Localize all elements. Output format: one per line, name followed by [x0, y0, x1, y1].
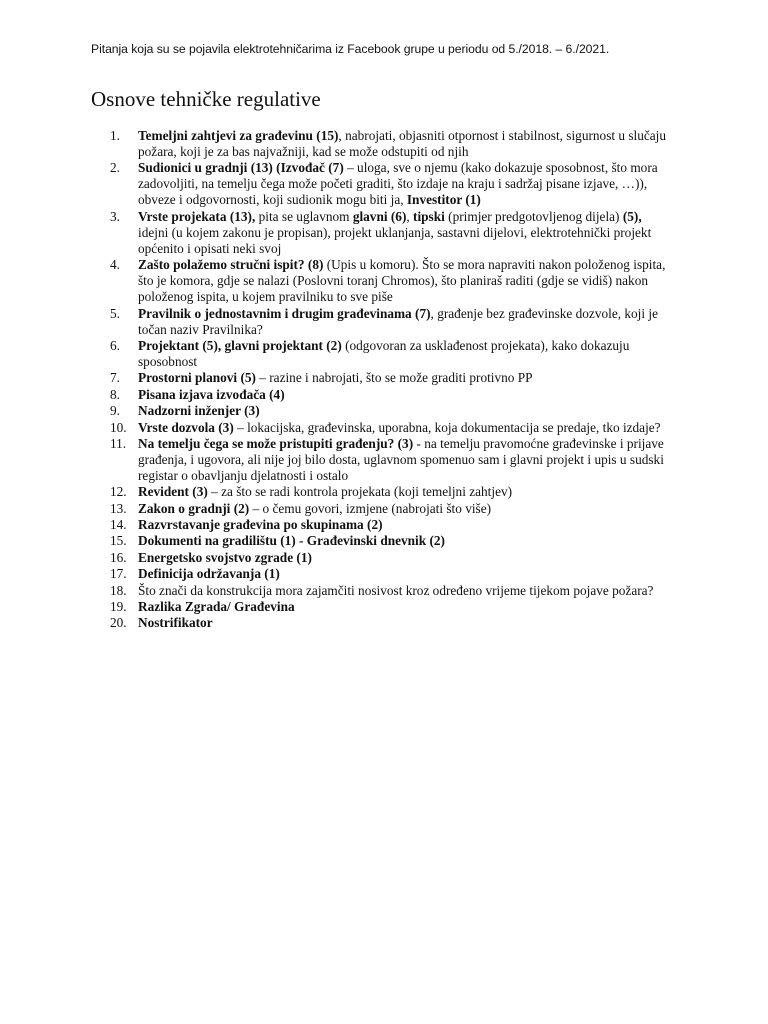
list-item-number: 9.	[110, 403, 120, 419]
list-item-text: – o čemu govori, izmjene (nabrojati što više)	[249, 500, 492, 516]
list-item	[110, 615, 670, 631]
list-item-text: , građenje bez građevinske dozvole, koji je točan naziv Pravilnika?	[138, 305, 658, 337]
list-item	[110, 128, 670, 160]
list-item-number: 12.	[110, 484, 127, 500]
list-item-text: (odgovoran za usklađenost projekata), kako dokazuju sposobnost	[138, 337, 630, 369]
list-item-bold-text: tipski	[413, 208, 445, 224]
list-item-text: (primjer predgotovljenog dijela)	[444, 208, 623, 224]
list-item-text: – lokacijska, građevinska, uporabna, koja dokumentacija se predaje, tko izdaje?	[233, 419, 661, 435]
list-item-text: Što znači da konstrukcija mora zajamčiti nosivost kroz određeno vrijeme tijekom pojave požara?	[138, 582, 654, 598]
list-item-number: 16.	[110, 549, 127, 565]
list-item-bold-text: Nadzorni inženjer (3)	[138, 403, 260, 419]
list-item	[110, 583, 670, 599]
list-item-number: 11.	[110, 435, 127, 451]
list-item-bold-text: Revident (3)	[138, 484, 208, 500]
list-item-text: idejni (u kojem zakonu je propisan), projekt uklanjanja, sastavni dijelovi, elektrotehnički projekt općenito i opisati neki svoj	[138, 224, 652, 256]
list-item-bold-text: Investitor (1)	[406, 192, 481, 208]
list-item-bold-text: Pravilnik o jednostavnim i drugim građevinama (7)	[138, 305, 431, 321]
list-item-bold-text: Razlika Zgrada/ Građevina	[138, 599, 295, 615]
list-item-bold-text: Zašto polažemo stručni ispit? (8)	[138, 257, 324, 273]
list-item-number: 14.	[110, 517, 127, 533]
list-item-text: – razine i nabrojati, što se može graditi protivno PP	[255, 370, 533, 386]
list-item-number: 1.	[110, 128, 120, 143]
question-list	[110, 128, 670, 632]
list-item	[110, 436, 670, 484]
list-item-number: 13.	[110, 500, 127, 516]
list-item-bold-text: Vrste projekata (13),	[138, 208, 256, 224]
list-item-bold-text: Vrste dozvola (3)	[138, 419, 234, 435]
list-item	[110, 420, 670, 436]
list-item	[110, 403, 670, 419]
list-item-number: 7.	[110, 370, 120, 386]
list-item-text: pita se uglavnom	[255, 208, 353, 224]
list-item	[110, 501, 670, 517]
list-item	[110, 370, 670, 386]
list-item-bold-text: Dokumenti na gradilištu (1) - Građevinski dnevnik (2)	[138, 533, 445, 549]
list-item	[110, 387, 670, 403]
page-header: Pitanja koja su se pojavila elektrotehničarima iz Facebook grupe u periodu od 5./2018. – 6./2021.	[91, 42, 610, 56]
list-item-number: 15.	[110, 533, 127, 549]
list-item-text: (Upis u komoru). Što se mora napraviti nakon položenog ispita, što je komora, gdje se nalazi (Poslovni toranj Chromos), što planiraš raditi (gdje se vidiš) nakon položenog ispita, u kojem pravilniku to sve piše	[138, 257, 666, 305]
list-item-bold-text: Na temelju čega se može pristupiti građenju? (3)	[138, 435, 414, 451]
list-item-bold-text: Prostorni planovi (5)	[138, 370, 256, 386]
list-item-number: 2.	[110, 160, 120, 176]
list-item-bold-text: Nostrifikator	[138, 615, 213, 631]
list-item	[110, 306, 670, 338]
list-item-bold-text: Definicija održavanja (1)	[138, 566, 280, 582]
list-item-number: 20.	[110, 615, 127, 631]
list-item	[110, 566, 670, 582]
list-item	[110, 533, 670, 549]
list-item	[110, 550, 670, 566]
list-item-number: 6.	[110, 337, 120, 353]
list-item	[110, 484, 670, 500]
list-item	[110, 517, 670, 533]
list-item-bold-text: Pisana izjava izvođača (4)	[138, 386, 285, 402]
section-title: Osnove tehničke regulative	[91, 87, 321, 111]
list-item-number: 10.	[110, 419, 127, 435]
list-item-bold-text: Energetsko svojstvo zgrade (1)	[138, 549, 312, 565]
list-item-text: – za što se radi kontrola projekata (koji temeljni zahtjev)	[207, 484, 513, 500]
list-item-number: 19.	[110, 599, 127, 615]
list-item-text: - na temelju pravomoćne građevinske i prijave građenja, i ugovora, ali nije joj bilo dosta, uglavnom spomenuo sam i glavni projekt i upis u sudski registar o obavljanju djelatnosti i ostalo	[138, 435, 664, 483]
list-item-number: 18.	[110, 582, 127, 598]
list-item-bold-text: Sudionici u gradnji (13) (Izvođač (7)	[138, 160, 344, 176]
list-item-text: , nabrojati, objasniti otpornost i stabilnost, sigurnost u slučaju požara, koji je za bas najvažniji, kad se može odstupiti od njih	[138, 128, 667, 159]
list-item-number: 8.	[110, 386, 120, 402]
list-item-bold-text: Projektant (5), glavni projektant (2)	[138, 337, 342, 353]
list-item	[110, 257, 670, 305]
list-item	[110, 599, 670, 615]
list-item-bold-text: Zakon o gradnji (2)	[138, 500, 250, 516]
list-item-number: 17.	[110, 566, 127, 582]
list-item	[110, 209, 670, 257]
list-item	[110, 160, 670, 208]
list-item-bold-text: glavni (6)	[352, 208, 407, 224]
list-item-bold-text: (5),	[622, 208, 642, 224]
list-item	[110, 338, 670, 370]
list-item-bold-text: Temeljni zahtjevi za građevinu (15)	[138, 128, 339, 143]
list-item-number: 3.	[110, 208, 120, 224]
list-item-number: 4.	[110, 257, 120, 273]
list-item-bold-text: Razvrstavanje građevina po skupinama (2)	[138, 517, 383, 533]
list-item-text: – uloga, sve o njemu (kako dokazuje sposobnost, što mora zadovoljiti, na temelju čega može početi graditi, što izdaje na kraju i sadržaj pisane izjave, …)), obveze i odgovornosti, koji sudionik mogu biti ja,	[138, 160, 658, 208]
list-item-number: 5.	[110, 305, 120, 321]
list-item-text: ,	[406, 208, 414, 224]
